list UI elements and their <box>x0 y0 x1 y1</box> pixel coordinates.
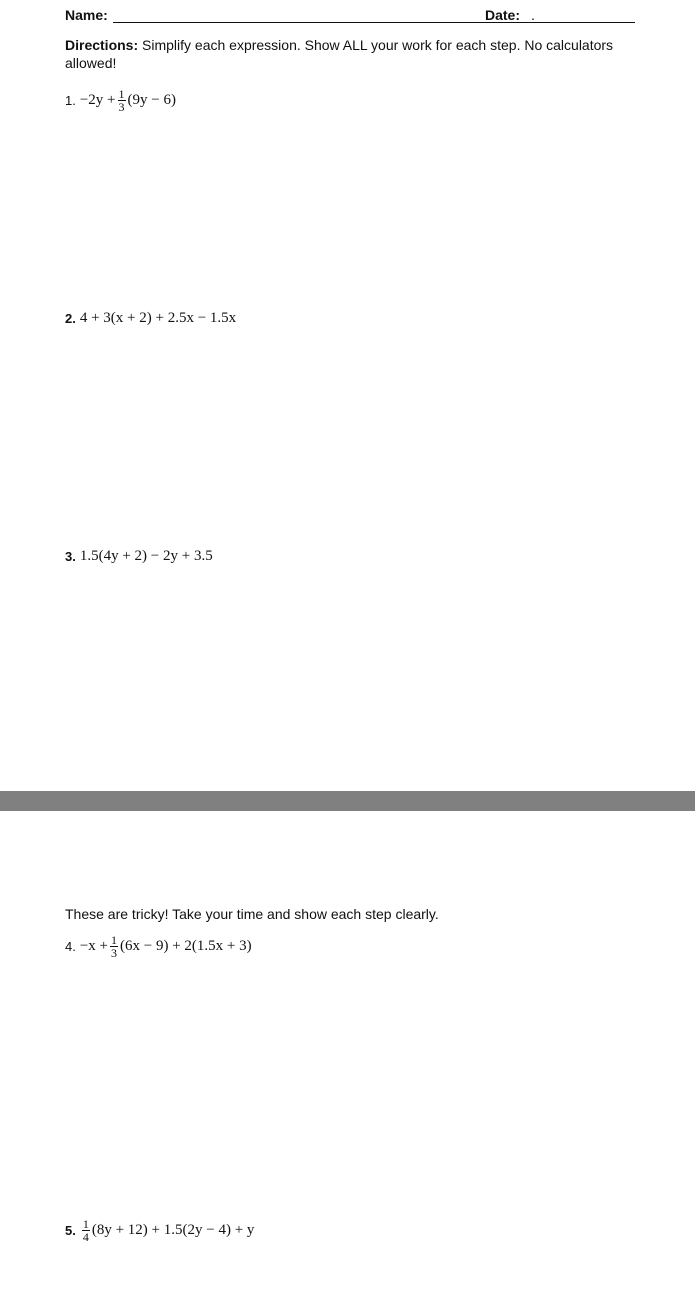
problem-expression <box>80 934 252 959</box>
tricky-note: These are tricky! Take your time and show each step clearly. <box>65 906 439 922</box>
problem-5 <box>65 1218 254 1243</box>
header-period: . <box>531 7 535 23</box>
problem-4 <box>65 934 252 959</box>
problem-expression: 1.5(4y + 2) − 2y + 3.5 <box>79 548 213 564</box>
problem-expression <box>80 1218 255 1243</box>
date-blank-line[interactable] <box>526 22 635 23</box>
expression-suffix: (6x − 9) + 2(1.5x + 3) <box>120 938 252 954</box>
problem-number: 1. <box>65 93 76 108</box>
problem-number: 2. <box>65 311 76 326</box>
date-label: Date: <box>485 7 521 23</box>
directions <box>65 36 655 72</box>
expression-prefix: −2y + <box>79 92 116 108</box>
name-label: Name: <box>65 7 108 23</box>
fraction <box>82 1218 90 1243</box>
problem-1 <box>65 88 176 113</box>
page-separator <box>0 791 695 811</box>
fraction-numerator: 1 <box>82 1217 89 1231</box>
problem-3 <box>65 548 213 565</box>
fraction <box>118 88 126 113</box>
expression-prefix: −x + <box>79 938 109 954</box>
worksheet-header <box>65 6 635 26</box>
expression-suffix: (9y − 6) <box>127 92 176 108</box>
expression-suffix: (8y + 12) + 1.5(2y − 4) + y <box>91 1222 255 1238</box>
problem-number: 4. <box>65 939 76 954</box>
directions-label: Directions: <box>65 37 139 53</box>
fraction-denominator: 3 <box>118 100 125 114</box>
problem-number: 5. <box>65 1223 76 1238</box>
directions-text: Simplify each expression. Show ALL your work for each step. No calculators allowed! <box>65 37 614 71</box>
problem-2 <box>65 310 236 327</box>
fraction-denominator: 4 <box>82 1230 89 1244</box>
problem-expression: 4 + 3(x + 2) + 2.5x − 1.5x <box>79 310 237 326</box>
problem-expression <box>80 88 176 113</box>
fraction <box>110 934 118 959</box>
fraction-numerator: 1 <box>118 87 125 101</box>
name-blank-line[interactable] <box>113 22 531 23</box>
problem-number: 3. <box>65 549 76 564</box>
fraction-numerator: 1 <box>111 933 118 947</box>
fraction-denominator: 3 <box>111 946 118 960</box>
